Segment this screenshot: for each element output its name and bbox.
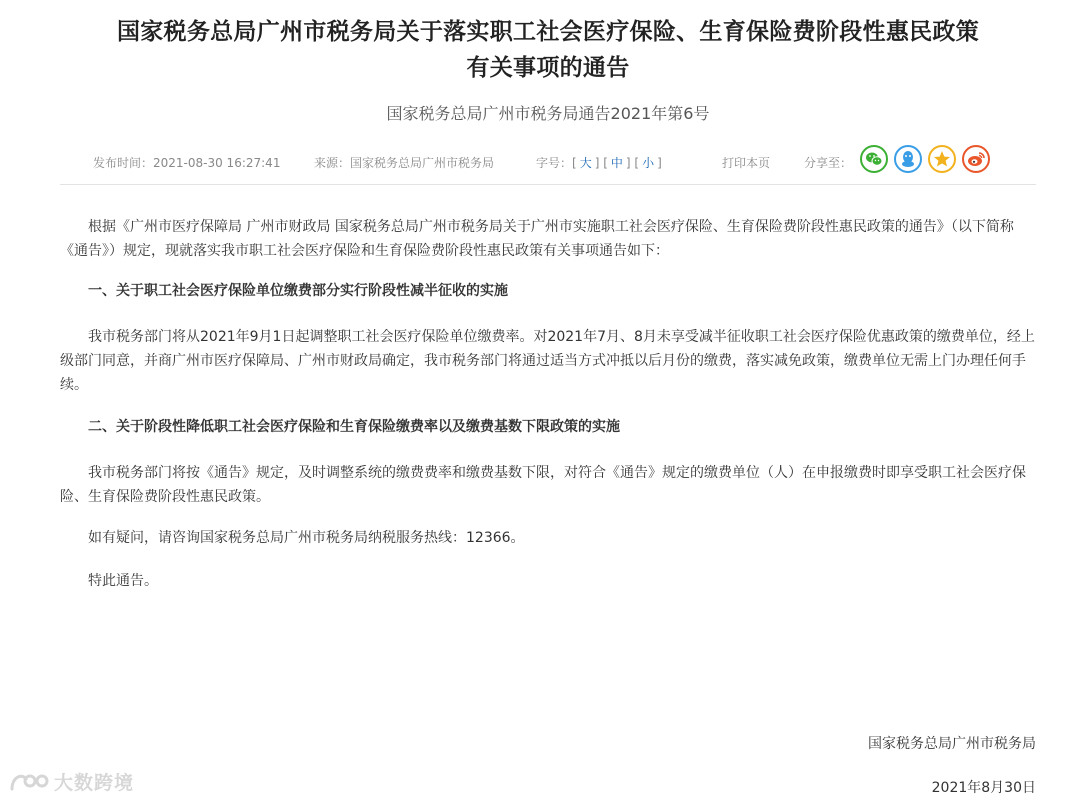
wechat-share-button[interactable] [860, 145, 888, 173]
signature-org: 国家税务总局广州市税务局 [868, 736, 1036, 752]
article-meta-bar [60, 136, 1036, 185]
publish-time: 发布时间：2021-08-30 16:27:41 [93, 156, 281, 170]
qq-icon [900, 150, 916, 168]
section-paragraph-1: 我市税务部门将从2021年9月1日起调整职工社会医疗保险单位缴费率。对2021年7月、8月未享受减半征收职工社会医疗保险优惠政策的缴费单位，经上级部门同意，并商广州市医疗保障局、广州市财政局确定，我市税务部门将通过适当方式冲抵以后月份的缴费，落实减免政策，缴费单位无需上门办理任何手续。 [60, 329, 1035, 393]
weibo-icon [967, 151, 985, 167]
article-body [60, 215, 1036, 593]
share-buttons [860, 145, 990, 173]
document-number: 国家税务总局广州市税务局通告2021年第6号 [386, 104, 710, 123]
font-size-switcher: 字号：[ 大 ] [ 中 ] [ 小 ] [536, 156, 662, 170]
closing-paragraph: 特此通告。 [88, 573, 158, 589]
font-size-medium-button[interactable]: 中 [610, 156, 623, 170]
font-size-small-button[interactable]: 小 [642, 156, 655, 170]
weibo-share-button[interactable] [962, 145, 990, 173]
watermark-logo-icon [8, 769, 50, 795]
signature-date: 2021年8月30日 [931, 780, 1036, 796]
qzone-icon [933, 150, 951, 168]
print-button[interactable]: 打印本页 [722, 156, 771, 170]
watermark-text: 大数跨境 [54, 772, 135, 794]
watermark [8, 768, 134, 795]
qzone-share-button[interactable] [928, 145, 956, 173]
contact-paragraph: 如有疑问，请咨询国家税务总局广州市税务局纳税服务热线：12366。 [88, 530, 525, 546]
intro-paragraph: 根据《广州市医疗保障局 广州市财政局 国家税务总局广州市税务局关于广州市实施职工社会医疗保险、生育保险费阶段性惠民政策的通告》（以下简称《通告》）规定，现就落实我市职工社会医疗保险和生育保险费阶段性惠民政策有关事项通告如下： [60, 219, 1014, 259]
share-label: 分享至： [804, 156, 853, 170]
article-page [60, 0, 1036, 805]
qq-share-button[interactable] [894, 145, 922, 173]
page-title [60, 0, 1036, 86]
section-heading-1: 一、关于职工社会医疗保险单位缴费部分实行阶段性减半征收的实施 [88, 283, 508, 299]
section-paragraph-2: 我市税务部门将按《通告》规定，及时调整系统的缴费费率和缴费基数下限，对符合《通告》规定的缴费单位（人）在申报缴费时即享受职工社会医疗保险、生育保险费阶段性惠民政策。 [60, 465, 1026, 505]
font-size-label: 字号： [536, 156, 573, 170]
section-heading-2: 二、关于阶段性降低职工社会医疗保险和生育保险缴费率以及缴费基数下限政策的实施 [88, 419, 620, 435]
title-line-1: 国家税务总局广州市税务局关于落实职工社会医疗保险、生育保险费阶段性惠民政策 [116, 19, 980, 45]
article-source: 来源：国家税务总局广州市税务局 [314, 156, 495, 170]
title-line-2: 有关事项的通告 [466, 55, 630, 81]
font-size-large-button[interactable]: 大 [579, 156, 592, 170]
wechat-icon [865, 151, 883, 167]
